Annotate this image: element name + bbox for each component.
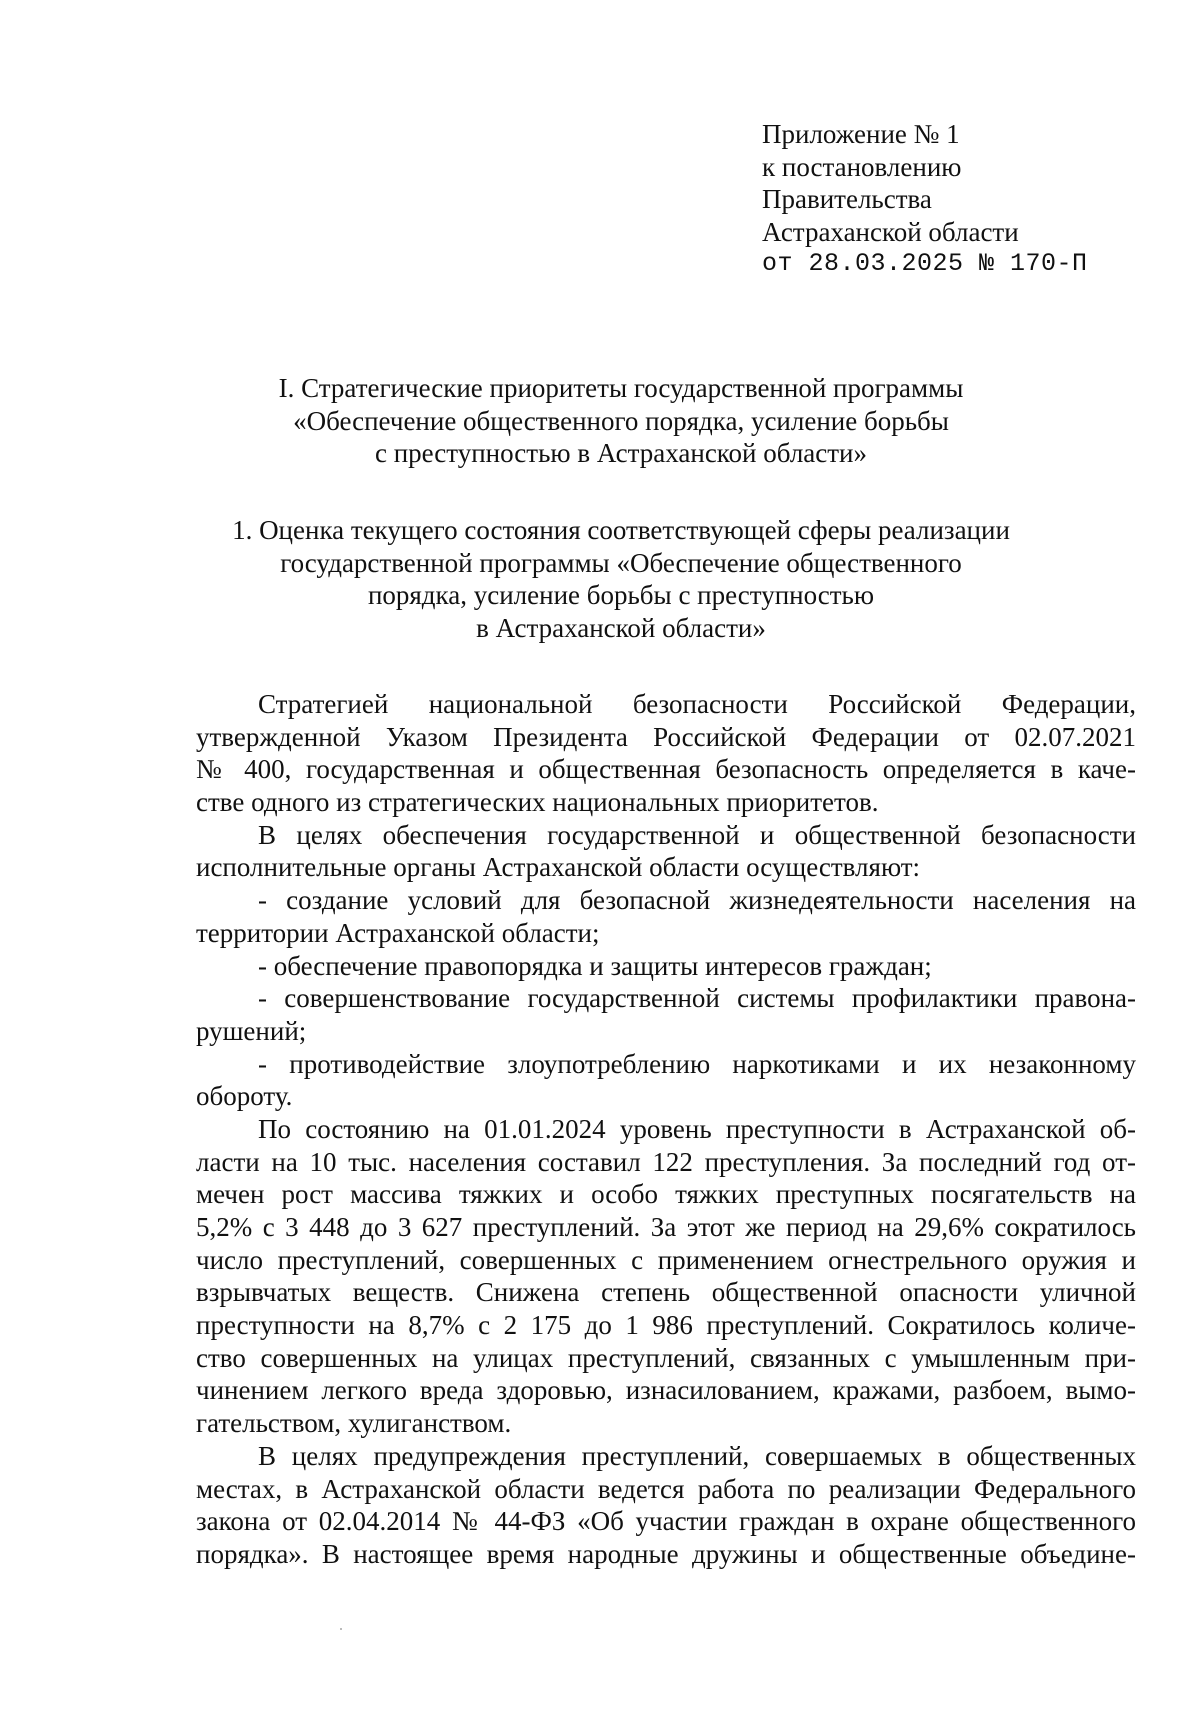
body-line: закона от 02.04.2014 № 44-ФЗ «Об участии граждан в охране общественного bbox=[196, 1506, 1136, 1537]
appendix-line: к постановлению bbox=[762, 151, 962, 182]
subsection-title-line: в Астраханской области» bbox=[476, 612, 766, 643]
body-line: - противодействие злоупотреблению наркотиками и их незаконному bbox=[258, 1048, 1136, 1079]
appendix-block bbox=[762, 118, 1088, 281]
body-line: стве одного из стратегических национальных приоритетов. bbox=[196, 787, 879, 818]
body-line: ство совершенных на улицах преступлений, связанных с умышленным при- bbox=[196, 1342, 1136, 1373]
body-line: Стратегией национальной безопасности Российской Федерации, bbox=[258, 689, 1136, 719]
scan-speck bbox=[340, 1628, 342, 1630]
body-line: исполнительные органы Астраханской области осуществляют: bbox=[196, 852, 921, 883]
subsection-title-line: государственной программы «Обеспечение общественного bbox=[280, 547, 962, 578]
subsection-title-line: порядка, усиление борьбы с преступностью bbox=[367, 580, 875, 610]
body-line: - совершенствование государственной системы профилактики правона- bbox=[258, 983, 1136, 1014]
body-line: - обеспечение правопорядка и защиты интересов граждан; bbox=[258, 950, 932, 981]
section-title-line: I. Стратегические приоритеты государственной программы bbox=[278, 373, 964, 403]
body-line: чинением легкого вреда здоровью, изнасилованием, кражами, разбоем, вымо- bbox=[196, 1375, 1136, 1406]
body-line: мечен рост массива тяжких и особо тяжких преступных посягательств на bbox=[196, 1179, 1136, 1210]
body-line: порядка». В настоящее время народные дружины и общественные объедине- bbox=[196, 1538, 1136, 1569]
appendix-line: Правительства bbox=[762, 184, 932, 214]
body-line: число преступлений, совершенных с применением огнестрельного оружия и bbox=[196, 1244, 1136, 1275]
body-line: территории Астраханской области; bbox=[196, 917, 600, 948]
body-line: обороту. bbox=[196, 1081, 293, 1112]
body-line: взрывчатых веществ. Снижена степень общественной опасности уличной bbox=[196, 1277, 1136, 1308]
body-line: В целях предупреждения преступлений, совершаемых в общественных bbox=[258, 1440, 1136, 1471]
body-line: гательством, хулиганством. bbox=[196, 1408, 512, 1439]
appendix-line: Приложение № 1 bbox=[762, 119, 960, 149]
section-title-line: с преступностью в Астраханской области» bbox=[374, 438, 868, 468]
body-text bbox=[196, 688, 1136, 1571]
body-line: В целях обеспечения государственной и общественной безопасности bbox=[258, 819, 1136, 850]
subsection-title bbox=[196, 514, 1046, 644]
appendix-date-number: от 28.03.2025 № 170-П bbox=[762, 249, 1088, 278]
subsection-title-line: 1. Оценка текущего состояния соответствующей сферы реализации bbox=[232, 515, 1010, 545]
body-line: преступности на 8,7% с 2 175 до 1 986 преступлений. Сократилось количе- bbox=[196, 1310, 1136, 1341]
body-line: утвержденной Указом Президента Российской Федерации от 02.07.2021 bbox=[196, 721, 1136, 752]
body-line: По состоянию на 01.01.2024 уровень преступности в Астраханской об- bbox=[258, 1113, 1136, 1144]
body-line: местах, в Астраханской области ведется работа по реализации Федерального bbox=[196, 1473, 1136, 1504]
section-title-line: «Обеспечение общественного порядка, усиление борьбы bbox=[293, 405, 949, 436]
body-line: - создание условий для безопасной жизнедеятельности населения на bbox=[258, 885, 1136, 916]
body-line: рушений; bbox=[196, 1015, 307, 1046]
appendix-line: Астраханской области bbox=[762, 216, 1019, 247]
body-line: № 400, государственная и общественная безопасность определяется в каче- bbox=[196, 754, 1136, 785]
section-title bbox=[196, 372, 1046, 470]
body-line: ласти на 10 тыс. населения составил 122 преступления. За последний год от- bbox=[196, 1146, 1136, 1177]
body-line: 5,2% с 3 448 до 3 627 преступлений. За этот же период на 29,6% сократилось bbox=[196, 1212, 1136, 1242]
